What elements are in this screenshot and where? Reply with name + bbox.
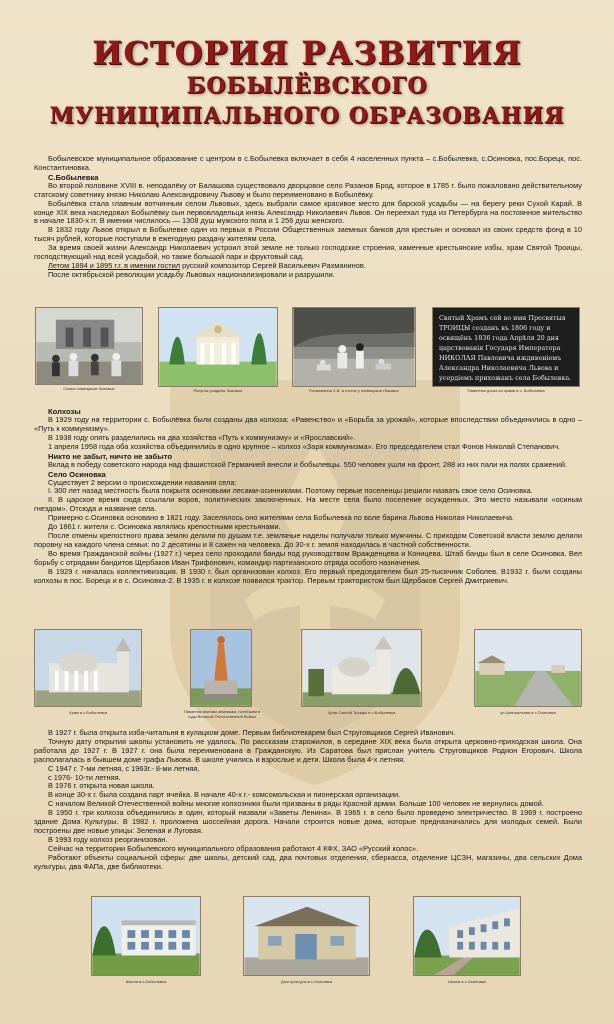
photo-caption: Храм Святой Троицы в с.Бобылевка — [327, 710, 396, 715]
photo-school-osinovka — [413, 896, 521, 976]
school-photo-icon — [92, 897, 200, 975]
text-block-bobylevka — [34, 155, 582, 280]
photo-caption: Памятная доска из храма в с. Бобылевка — [467, 388, 545, 393]
section-heading-osinovka: Село Осиновка — [48, 469, 106, 479]
photo-war-memorial — [190, 629, 252, 707]
paragraph: Существует 2 версии о происхождении названия села: — [48, 477, 237, 487]
plaque-line: усердіемъ прихожанъ села Бобылевка. — [439, 374, 572, 382]
photo-school-bobylevka — [91, 896, 201, 976]
section-heading-war: Никто не забыт, ничто не забыто — [48, 451, 172, 461]
plaque-line: Святый Храмъ сей во имя Пресвятыя — [439, 314, 566, 322]
paragraph: До 1861 г. жители с. Осиновка являлись крепостными крестьянами. — [48, 522, 281, 532]
paragraph: В 1950 г. три колхоза объединились в один, который назвали «Заветы Ленина». В 1965 г. в село было проведено электричество. В 1969 г. построено здание Дома Культуры. В 1982 г. проложена шоссейная дорога. Начали строится новые дома, которые предназначались для молодых семей. Были построены две новые улицы: Зеленая и Луговая. — [34, 808, 582, 835]
paragraph: В 1929 г. началась коллективизация. В 1930 г. был организован колхоз. Его первый председателем был 25-тысячник Соболев. В1932 г. были созданы колхозы в пос. Борецк и в с. Осиновка-2. В 1935 г. в колхозе появился трактор. Первым трактористом был Щербаков Сергей Дмитриевич. — [34, 566, 582, 585]
paragraph: В 1938 году опять разделились на два хозяйства «Путь к коммунизму» и «Ярославский». — [48, 432, 356, 442]
plaque-line: царствованія Государя Императора — [439, 344, 561, 352]
paragraph: В конце 30-х г. была создана парт ячейка. В начале 40-х г.- комсомольская и пионерская организации. — [48, 790, 401, 800]
estate-drawing-icon — [159, 308, 277, 386]
photo-lvov-family — [35, 307, 143, 385]
text-block-kolkhozy-osinovka — [34, 407, 582, 585]
page-subtitle-2: МУНИЦИПАЛЬНОГО ОБРАЗОВАНИЯ — [49, 103, 565, 129]
photo-memorial-plaque — [432, 307, 580, 387]
paragraph-rest: русский композитор Сергей Васильевич Рахманинов. — [180, 260, 366, 270]
paragraph: Во время Гражданской войны (1927 г.) через село проходили банды под руководством Вражденцева и Коницева. Штаб банды был в селе Осиновка. Вел борьбу с отрядами бандитов Щербаков Иван Трифонович, командир партизанского отряда особого назначения. — [34, 548, 582, 567]
paragraph: В 1832 году Львов открыл в Бобылевке один из первых в России Общественных заемных банков для крестьян и основал из своих средств фонд в 10 тысяч рублей, которые поступали в ежегодную раздачу жителям села. — [34, 225, 582, 244]
page-subtitle-1: БОБЫЛЁВСКОГО — [186, 73, 428, 99]
paragraph: Работают объекты социальной сферы: две школы, детский сад, два почтовых отделения, сберкасса, отделение ЦСЗН, магазины, два сельских Дома культуры, два ФАПа, две библиотеки. — [34, 852, 582, 871]
paragraph: Примерно с.Осиновка основано в 1821 году. Заселялось оно жителями села Бобылевка по воле барина Львова Николая Николаевича. — [48, 513, 515, 523]
paragraph: 1 апреля 1958 года оба хозяйства объединились в одно крупное – колхоз «Заря коммунизма». Его председателем стал Фонов Николай Степанович. — [48, 441, 561, 451]
photo-caption: Семья помещиков Львовых — [63, 386, 115, 391]
church-photo-icon — [35, 630, 141, 706]
underlined-text: Летом 1894 и 1895 г.г. в имении гостил — [48, 260, 181, 270]
paragraph: В 1993 году колхоз реорганизован. — [48, 834, 168, 844]
photo-caption: Памятник воинам-землякам, погибшим в годы Великой Отечественной Войны — [183, 709, 261, 719]
paragraph: I. 300 лет назад местность была покрыта осиновыми лесами-осинниками. Поэтому первые поселенцы решили назвать свое село Осиновка. — [48, 486, 533, 496]
rachmaninov-photo-icon — [293, 308, 415, 386]
photo-rachmaninov — [292, 307, 416, 387]
photo-caption: Школа в с.Осиновка — [448, 979, 486, 984]
paragraph: С началом Великой Отечественной войны многие колхозники были призваны в ряды Красной армии. Больше 100 человек не вернулись домой. — [48, 799, 544, 809]
paragraph: Вклад в победу советского народа над фашистской Германией внесли и бобылевцы. 550 человек ушли на фронт, 288 из них пали на полях сражений. — [48, 459, 568, 469]
family-photo-icon — [36, 308, 142, 384]
paragraph: В 1976 г. открыта новая школа. — [48, 781, 155, 791]
photo-caption: Храм в с.Бобылевка — [68, 710, 108, 715]
text-block-later-history — [34, 729, 582, 872]
intro-paragraph: Бобылевское муниципальное образование с центром в с.Бобылевка включает в себя 4 населенных пункта – с.Бобылевка, с.Осиновка, пос.Борецк, пос. Константиновка. — [34, 154, 582, 172]
section-heading-bobylevka: С.Бобылевка — [48, 172, 99, 182]
plaque-text — [433, 308, 579, 387]
paragraph: В 1927 г. была открыта изба-читальня в кулацком доме. Первым библиотекарем был Струговщиков Сергей Иванович. — [48, 728, 456, 737]
photo-caption: Школа в с.Бобылевка — [125, 979, 167, 984]
section-heading-kolkhozy: Колхозы — [48, 407, 81, 416]
photo-culture-house — [243, 896, 370, 976]
photo-caption: Рахманинов С.В. в гостях у помещиков Львовых — [309, 388, 399, 393]
photo-estate-drawing — [158, 307, 278, 387]
paragraph: Во второй половине XVIII в. неподалёку от Балашова существовало дворцовое село Разанов Брод, которое в 1785 г. было пожаловано действительному статскому советнику князю Николаю Александровичу Львову и было переименовано в Бобылёвку. — [34, 180, 582, 199]
paragraph: Бобылёвка стала главным вотчинным селом Львовых, здесь выбрали самое красивое место для барской усадьбы — на берегу реки Сухой Карай. В конце XIX века наследовал Бобылёвку сын первовладельца князь Александр Николаевич Львов. Он переехал туда из Петербурга на постоянное жительство в начале 1830-х гг. В имении числилось — 1308 душ мужского пола и 1 256 душ женского. — [34, 198, 582, 226]
photo-caption: Рисунок усадьбы Львовых — [193, 388, 243, 393]
paragraph: После октябрьской революции усадьбу Львовых национализировали и разрушили. — [48, 269, 335, 279]
paragraph: Точную дату открытия школы установить не удалось. По рассказам старожилов, в середине XIX века была открыта церковно-приходская школа. Она работала до 1927 г. В 1927 г. она была переименована в Гражданскую. Из Саратова был прислан учитель Струговщиков Родион Егорович. Школа располагалась в бывшем доме графа Львова. В школе учились и взрослые и дети. Школа была 4-х летняя. — [34, 736, 582, 764]
plaque-line: освящёнъ 1836 года Апрѣля 20 дня — [439, 334, 559, 342]
culture-house-icon — [244, 897, 369, 975]
school-osinovka-icon — [414, 897, 520, 975]
war-memorial-icon — [191, 630, 251, 706]
photo-caption: ул.Центральная в с.Осиновка — [500, 710, 556, 715]
plaque-line: Александра Николаевича Львова и — [439, 364, 559, 372]
photo-caption: Дом культуры в с.Осиновка — [280, 979, 332, 984]
paragraph: За время своей жизни Александр Николаевич устроил этой земле не только господские строения, каменные крестьянские избы, храм Святой Троицы, господствующий над всей усадьбой, но также большой парк и фруктовый сад. — [34, 243, 582, 262]
plaque-line: ТРОИЦЫ созданъ въ 1806 году и — [439, 324, 551, 332]
trinity-church-icon — [302, 630, 421, 706]
page-title: ИСТОРИЯ РАЗВИТИЯ — [92, 34, 522, 72]
paragraph: Сейчас на территории Бобылевского муниципального образования работают 4 КФХ, ЗАО «Русский колос». — [48, 843, 419, 853]
paragraph: с 1976- 10-ти летняя. — [48, 772, 121, 782]
plaque-line: НИКОЛАЯ Павловича иждивеніемъ — [439, 354, 562, 362]
street-photo-icon — [475, 630, 581, 706]
paragraph: В 1929 году на территории с. Бобылёвка были созданы два колхоза: «Равенство» и «Борьба за урожай», которые впоследствии объединились в одно – «Путь к коммунизму». — [34, 415, 582, 433]
photo-central-street — [474, 629, 582, 707]
paragraph: С 1947 г. 7-ми летняя, с 1963г.- 8-ми летняя, — [48, 763, 200, 773]
paragraph: II. В царское время сюда ссылали воров, политических заключенных. На месте села было поселение осужденных. Это место называли «осиным гнездом». Отсюда и название села. — [34, 495, 582, 514]
paragraph: После отмены крепостного права землю делили по душам т.е. земляные наделы получали только мужчины. С приходом Советской власти землю делили поровну на каждого члена семьи: по 2 десятины и 8 сажен на человека. До 30-х г. земля находилась в частной собственности. — [34, 530, 582, 549]
photo-church-bobylevka — [34, 629, 142, 707]
photo-trinity-church — [301, 629, 422, 707]
